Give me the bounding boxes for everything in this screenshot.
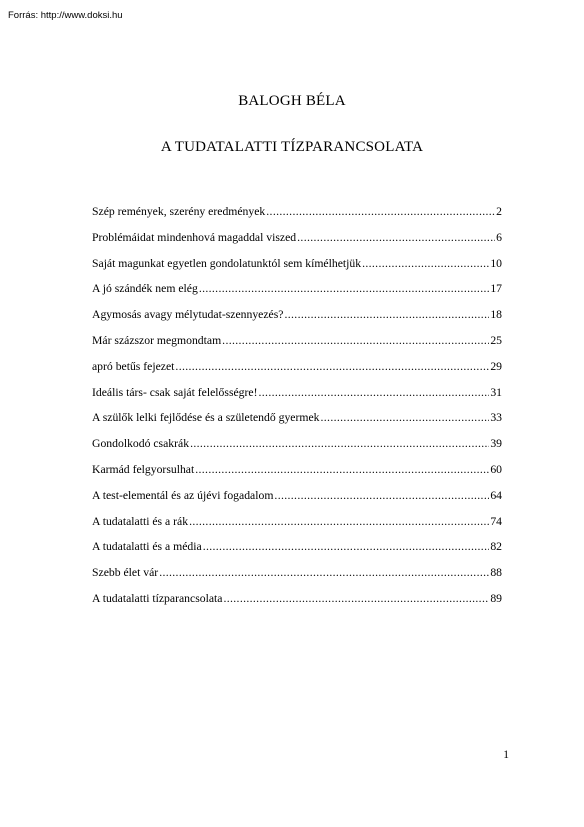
toc-dot-leader — [222, 333, 489, 349]
toc-entry-label: A tudatalatti és a rák — [92, 514, 189, 528]
toc-entry-label: Szép remények, szerény eredmények — [92, 205, 266, 218]
source-link[interactable]: Forrás: http://www.doksi.hu — [8, 10, 123, 21]
toc-entry-page: 88 — [490, 566, 502, 580]
toc-entry[interactable] — [92, 256, 502, 282]
toc-entry[interactable] — [92, 385, 502, 411]
toc-entry-page: 64 — [490, 488, 502, 502]
toc-dot-leader — [259, 385, 490, 401]
toc-entry-label: Problémáidat mindenhová magaddal viszed — [92, 230, 297, 244]
toc-dot-leader — [175, 359, 489, 375]
toc-entry-label: Gondolkodó csakrák — [92, 437, 190, 451]
toc-entry-label: Szebb élet vár — [92, 566, 159, 580]
toc-entry[interactable] — [92, 230, 502, 256]
toc-entry[interactable] — [92, 436, 502, 462]
toc-entry-page: 89 — [490, 591, 502, 605]
page-number: 1 — [503, 749, 509, 761]
toc-dot-leader — [195, 462, 489, 478]
toc-entry[interactable] — [92, 281, 502, 307]
toc-entry-label: A szülők lelki fejlődése és a születendő gyermek — [92, 411, 320, 425]
toc-dot-leader — [203, 539, 490, 555]
toc-entry[interactable] — [92, 539, 502, 565]
toc-entry[interactable] — [92, 462, 502, 488]
toc-entry[interactable] — [92, 565, 502, 591]
toc-dot-leader — [199, 281, 490, 297]
toc-entry-label: A tudatalatti tízparancsolata — [92, 591, 223, 605]
toc-entry[interactable] — [92, 204, 502, 230]
toc-entry-label: A test-elementál és az újévi fogadalom — [92, 488, 274, 502]
toc-entry-label: A jó szándék nem elég — [92, 282, 198, 296]
toc-entry-label: Agymosás avagy mélytudat-szennyezés? — [92, 308, 284, 322]
toc-dot-leader — [321, 410, 490, 426]
toc-entry-label: Saját magunkat egyetlen gondolatunktól sem kímélhetjük — [92, 256, 362, 270]
toc-entry-page: 39 — [490, 437, 502, 451]
toc-dot-leader — [362, 256, 489, 272]
toc-entry-page: 29 — [490, 359, 502, 373]
toc-entry-page: 31 — [490, 385, 502, 399]
toc-entry-label: Ideális társ- csak saját felelősségre! — [92, 385, 258, 399]
toc-entry-page: 74 — [490, 514, 502, 528]
toc-entry-page: 33 — [490, 411, 502, 425]
toc-dot-leader — [297, 230, 495, 246]
toc-entry[interactable] — [92, 514, 502, 540]
toc-entry[interactable] — [92, 410, 502, 436]
toc-dot-leader — [190, 436, 489, 452]
toc-entry-page: 18 — [490, 308, 502, 322]
toc-entry[interactable] — [92, 333, 502, 359]
toc-entry-page: 10 — [490, 256, 502, 270]
toc-dot-leader — [266, 204, 495, 220]
toc-entry-label: apró betűs fejezet — [92, 359, 175, 373]
toc-dot-leader — [189, 514, 489, 530]
toc-entry[interactable] — [92, 359, 502, 385]
toc-entry[interactable] — [92, 307, 502, 333]
toc-dot-leader — [159, 565, 489, 581]
toc-entry-label: A tudatalatti és a média — [92, 540, 202, 554]
toc-entry[interactable] — [92, 591, 502, 617]
toc-entry-page: 60 — [490, 462, 502, 476]
table-of-contents — [92, 204, 502, 617]
toc-entry-page: 6 — [496, 230, 502, 244]
toc-dot-leader — [274, 488, 489, 504]
toc-entry-label: Már százszor megmondtam — [92, 333, 222, 347]
toc-entry-page: 2 — [496, 205, 502, 218]
toc-dot-leader — [284, 307, 489, 323]
toc-entry-page: 17 — [490, 282, 502, 296]
toc-dot-leader — [223, 591, 489, 607]
toc-entry[interactable] — [92, 488, 502, 514]
author-name: BALOGH BÉLA — [238, 93, 346, 109]
document-title: A TUDATALATTI TÍZPARANCSOLATA — [160, 139, 424, 155]
toc-entry-page: 25 — [490, 333, 502, 347]
toc-entry-label: Karmád felgyorsulhat — [92, 462, 195, 476]
toc-entry-page: 82 — [490, 540, 502, 554]
